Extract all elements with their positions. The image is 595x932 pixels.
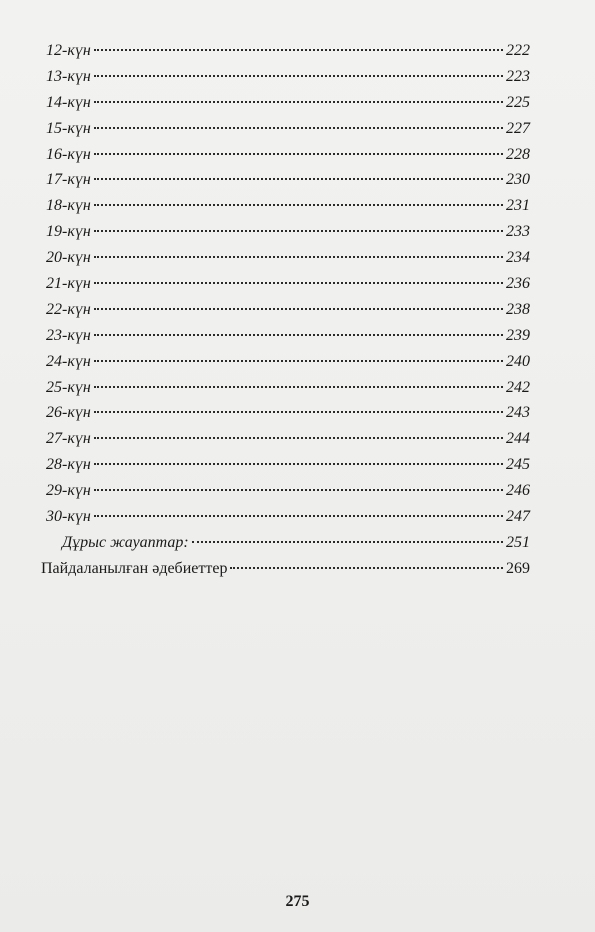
dot-leader: [94, 437, 503, 439]
toc-entry-label: Пайдаланылған әдебиеттер: [41, 559, 228, 577]
toc-entry-label: 22-күн: [46, 300, 91, 318]
toc-entry-page: 269: [506, 559, 530, 577]
dot-leader: [94, 153, 503, 155]
toc-entry-page: 247: [506, 508, 530, 526]
toc-entry-label: 12-күн: [46, 42, 91, 59]
toc-entry: [46, 38, 530, 64]
toc-entry: [46, 116, 530, 142]
toc-entry-page: 236: [506, 275, 530, 293]
toc-entry: [46, 142, 530, 168]
toc-entry-page: 228: [506, 145, 530, 163]
toc-entry: [46, 478, 530, 504]
toc-entry-page: 244: [506, 430, 530, 448]
dot-leader: [192, 541, 503, 543]
toc-entry: [46, 349, 530, 375]
toc-entry: [46, 271, 530, 297]
toc-entry: [46, 452, 530, 478]
toc-entry-label: 25-күн: [46, 378, 91, 396]
dot-leader: [94, 204, 503, 206]
toc-entry-page: 239: [506, 326, 530, 344]
toc-entry-label: 13-күн: [46, 67, 91, 85]
dot-leader: [94, 282, 503, 284]
toc-entry: [46, 323, 530, 349]
toc-entry-label: Дұрыс жауаптар:: [62, 533, 189, 551]
dot-leader: [94, 411, 503, 413]
table-of-contents: [41, 38, 530, 582]
toc-entry: [46, 375, 530, 401]
toc-entry: [46, 64, 530, 90]
toc-entry: [46, 167, 530, 193]
toc-entry-page: 242: [506, 378, 530, 396]
toc-entry-label: 17-күн: [46, 171, 91, 189]
toc-entry-label: 24-күн: [46, 352, 91, 370]
toc-entry-label: 26-күн: [46, 404, 91, 422]
toc-entry: [46, 219, 530, 245]
toc-entry: [46, 426, 530, 452]
dot-leader: [94, 463, 503, 465]
toc-entry: [46, 297, 530, 323]
dot-leader: [94, 127, 503, 129]
toc-entry-label: 28-күн: [46, 456, 91, 474]
dot-leader: [94, 386, 503, 388]
toc-entry: [46, 90, 530, 116]
toc-entry-page: 243: [506, 404, 530, 422]
toc-entry: [46, 245, 530, 271]
dot-leader: [94, 75, 503, 77]
toc-entry-page: 231: [506, 197, 530, 215]
toc-entry: [46, 400, 530, 426]
toc-entry-page: 233: [506, 223, 530, 241]
toc-entry-label: 18-күн: [46, 197, 91, 215]
toc-entry-page: 230: [506, 171, 530, 189]
toc-entry-label: 14-күн: [46, 93, 91, 111]
toc-entry-page: 251: [506, 533, 530, 551]
toc-entry-page: 238: [506, 300, 530, 318]
dot-leader: [94, 178, 503, 180]
toc-entry-answers: [46, 530, 530, 556]
dot-leader: [94, 101, 503, 103]
dot-leader: [94, 308, 503, 310]
dot-leader: [94, 334, 503, 336]
page-number: 275: [285, 893, 310, 910]
toc-entry-label: 30-күн: [46, 508, 91, 526]
toc-entry-page: 246: [506, 482, 530, 500]
toc-entry: [46, 193, 530, 219]
toc-entry-page: 225: [506, 93, 530, 111]
toc-entry-page: 234: [506, 249, 530, 267]
toc-entry-label: 16-күн: [46, 145, 91, 163]
dot-leader: [230, 567, 503, 569]
dot-leader: [94, 256, 503, 258]
toc-entry-label: 20-күн: [46, 249, 91, 267]
toc-entry-page: 222: [506, 42, 530, 59]
dot-leader: [94, 49, 503, 51]
toc-entry-label: 15-күн: [46, 119, 91, 137]
toc-entry-label: 19-күн: [46, 223, 91, 241]
toc-entry-page: 223: [506, 67, 530, 85]
toc-entry-label: 23-күн: [46, 326, 91, 344]
toc-entry-page: 227: [506, 119, 530, 137]
dot-leader: [94, 489, 503, 491]
dot-leader: [94, 515, 503, 517]
dot-leader: [94, 230, 503, 232]
toc-entry-label: 27-күн: [46, 430, 91, 448]
toc-entry-label: 21-күн: [46, 275, 91, 293]
toc-entry-page: 245: [506, 456, 530, 474]
toc-entry: [46, 504, 530, 530]
toc-entry-references: [41, 556, 530, 582]
dot-leader: [94, 360, 503, 362]
toc-entry-page: 240: [506, 352, 530, 370]
toc-entry-label: 29-күн: [46, 482, 91, 500]
